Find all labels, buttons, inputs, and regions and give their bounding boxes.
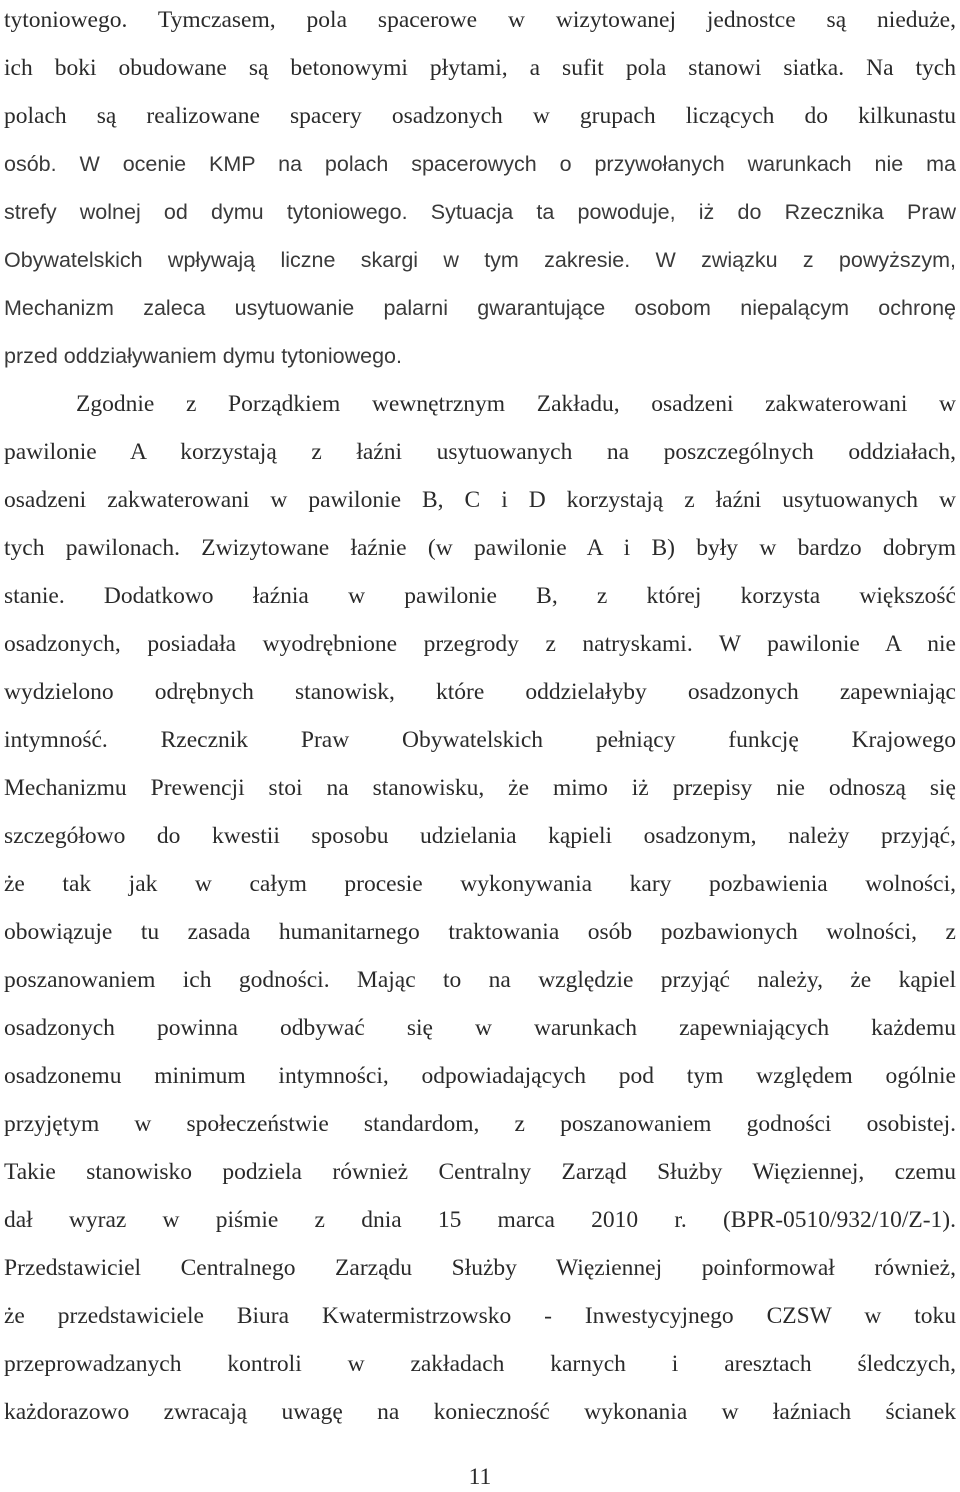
text-line: pawilonie A korzystają z łaźni usytuowanych na poszczególnych oddziałach,: [4, 439, 956, 465]
text-line: poszanowaniem ich godności. Mając to na względzie przyjąć należy, że kąpiel: [4, 967, 956, 993]
text-line: Zgodnie z Porządkiem wewnętrznym Zakładu, osadzeni zakwaterowani w: [76, 391, 956, 417]
text-line: dał wyraz w piśmie z dnia 15 marca 2010 r. (BPR-0510/932/10/Z-1).: [4, 1207, 956, 1233]
text-line: strefy wolnej od dymu tytoniowego. Sytuacja ta powoduje, iż do Rzecznika Praw: [4, 200, 956, 224]
text-line: że przedstawiciele Biura Kwatermistrzowsko - Inwestycyjnego CZSW w toku: [4, 1303, 956, 1329]
page-number: 11: [468, 1464, 492, 1490]
text-line: wydzielono odrębnych stanowisk, które oddzielałyby osadzonych zapewniając: [4, 679, 956, 705]
text-line: Przedstawiciel Centralnego Zarządu Służby Więziennej poinformował również,: [4, 1255, 956, 1281]
text-line: przyjętym w społeczeństwie standardom, z poszanowaniem godności osobistej.: [4, 1111, 956, 1137]
text-line: Obywatelskich wpływają liczne skargi w tym zakresie. W związku z powyższym,: [4, 248, 956, 272]
text-line: każdorazowo zwracają uwagę na konieczność wykonania w łaźniach ścianek: [4, 1399, 956, 1425]
text-line: przed oddziaływaniem dymu tytoniowego.: [4, 344, 402, 368]
text-line: tytoniowego. Tymczasem, pola spacerowe w wizytowanej jednostce są nieduże,: [4, 7, 956, 33]
text-line: osadzeni zakwaterowani w pawilonie B, C i D korzystają z łaźni usytuowanych w: [4, 487, 956, 513]
text-line: obowiązuje tu zasada humanitarnego traktowania osób pozbawionych wolności, z: [4, 919, 956, 945]
text-line: polach są realizowane spacery osadzonych w grupach liczących do kilkunastu: [4, 103, 956, 129]
text-line: osadzonemu minimum intymności, odpowiadających pod tym względem ogólnie: [4, 1063, 956, 1089]
text-line: intymność. Rzecznik Praw Obywatelskich pełniący funkcję Krajowego: [4, 727, 956, 753]
text-line: stanie. Dodatkowo łaźnia w pawilonie B, z której korzysta większość: [4, 583, 956, 609]
text-line: przeprowadzanych kontroli w zakładach karnych i aresztach śledczych,: [4, 1351, 956, 1377]
text-line: tych pawilonach. Zwizytowane łaźnie (w pawilonie A i B) były w bardzo dobrym: [4, 535, 956, 561]
text-line: Mechanizmu Prewencji stoi na stanowisku, że mimo iż przepisy nie odnoszą się: [4, 775, 956, 801]
text-line: szczegółowo do kwestii sposobu udzielania kąpieli osadzonym, należy przyjąć,: [4, 823, 956, 849]
text-line: Takie stanowisko podziela również Centralny Zarząd Służby Więziennej, czemu: [4, 1159, 956, 1185]
text-line: osadzonych, posiadała wyodrębnione przegrody z natryskami. W pawilonie A nie: [4, 631, 956, 657]
text-line: Mechanizm zaleca usytuowanie palarni gwarantujące osobom niepalącym ochronę: [4, 296, 956, 320]
text-line: ich boki obudowane są betonowymi płytami, a sufit pola stanowi siatka. Na tych: [4, 55, 956, 81]
text-line: osadzonych powinna odbywać się w warunkach zapewniających każdemu: [4, 1015, 956, 1041]
text-line: osób. W ocenie KMP na polach spacerowych o przywołanych warunkach nie ma: [4, 152, 956, 176]
text-line: że tak jak w całym procesie wykonywania kary pozbawienia wolności,: [4, 871, 956, 897]
